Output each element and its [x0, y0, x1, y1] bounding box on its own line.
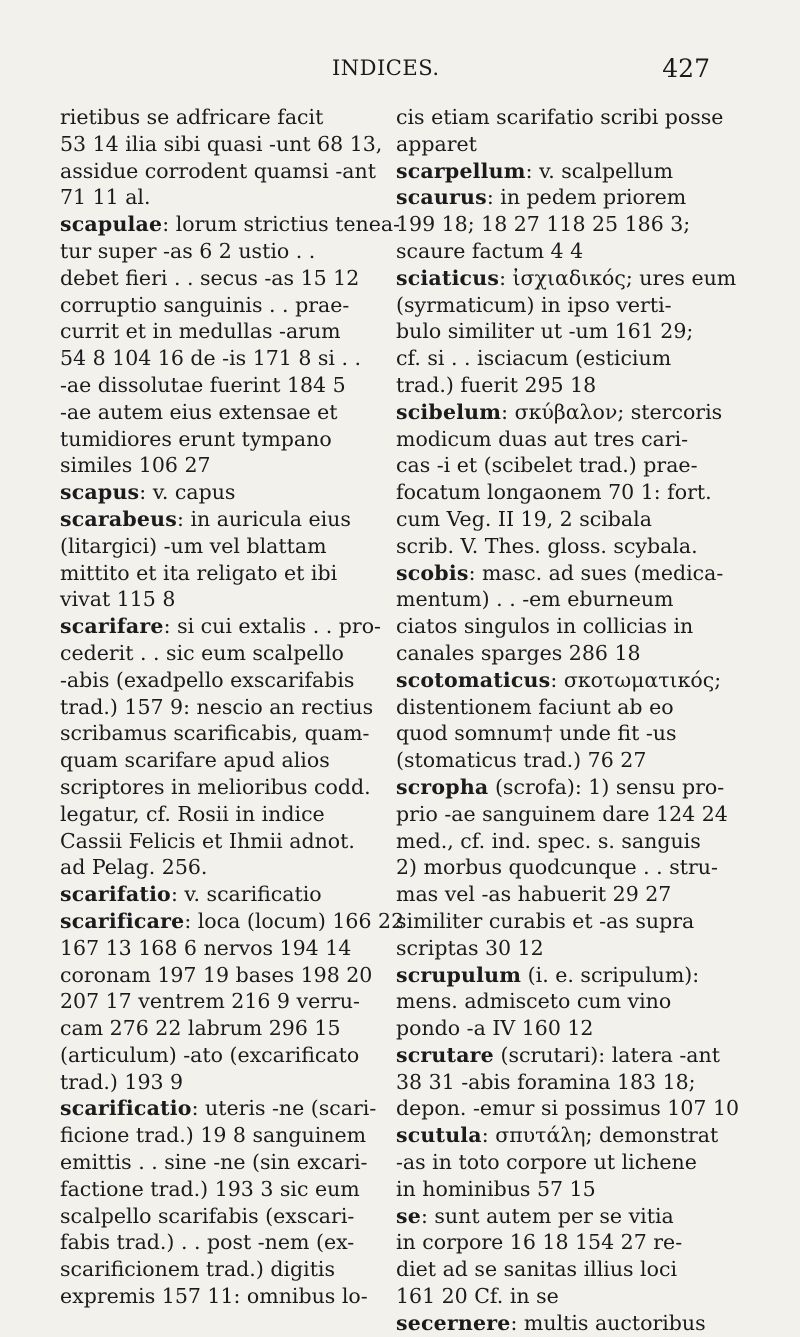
index-line: 53 14 ilia sibi quasi -unt 68 13, — [60, 131, 383, 156]
index-line: cas -i et (scibelet trad.) prae- — [396, 453, 698, 478]
index-entry — [396, 962, 710, 1042]
index-line: tur super -as 6 2 ustio . . — [60, 238, 316, 263]
index-line: cum Veg. II 19, 2 scibala — [396, 506, 652, 531]
index-line: cis etiam scarifatio scribi posse — [396, 105, 724, 129]
index-line: modicum duas aut tres cari- — [396, 426, 689, 451]
index-entry — [396, 158, 710, 185]
index-entry — [396, 1042, 740, 1122]
index-line: scarificionem trad.) digitis — [60, 1257, 336, 1282]
index-line: distentionem faciunt ab eo — [396, 694, 674, 719]
index-line: pondo -a IV 160 12 — [396, 1016, 594, 1041]
index-entry — [396, 667, 722, 774]
index-entry — [60, 104, 383, 211]
index-entry — [396, 1203, 710, 1310]
index-line: -abis (exadpello exscarifabis — [60, 667, 355, 692]
index-line: scrupulum (i. e. scripulum): — [396, 962, 700, 987]
index-line: scropha (scrofa): 1) sensu pro- — [396, 774, 725, 799]
index-line: rietibus se adfricare facit — [60, 105, 324, 129]
index-line: expremis 157 11: omnibus lo- — [60, 1284, 368, 1309]
page-number: 427 — [662, 54, 710, 83]
index-line: scaure factum 4 4 — [396, 238, 584, 263]
index-line: (stomaticus trad.) 76 27 — [396, 748, 647, 773]
index-entry — [396, 184, 710, 264]
index-line: se: sunt autem per se vitia — [396, 1203, 674, 1228]
index-entry — [396, 774, 728, 962]
index-line: cf. si . . isciacum (esticium — [396, 346, 672, 371]
index-line: corruptio sanguinis . . prae- — [60, 292, 350, 317]
index-line: in corpore 16 18 154 27 re- — [396, 1230, 683, 1255]
index-line: (articulum) -ato (excarificato — [60, 1042, 360, 1067]
index-line: 207 17 ventrem 216 9 verru- — [60, 989, 360, 1014]
index-line: in hominibus 57 15 — [396, 1176, 596, 1201]
index-line: med., cf. ind. spec. s. sanguis — [396, 828, 701, 853]
index-line: scapus: v. capus — [60, 480, 236, 505]
index-entry — [60, 613, 381, 881]
index-line: scribamus scarificabis, quam- — [60, 721, 370, 746]
index-line: scarificatio: uteris -ne (scari- — [60, 1096, 377, 1121]
index-line: scarpellum: v. scalpellum — [396, 158, 674, 183]
index-line: ad Pelag. 256. — [60, 855, 208, 880]
index-entry — [60, 506, 368, 613]
index-line: cederit . . sic eum scalpello — [60, 640, 344, 665]
index-line: scotomaticus: σκοτωματικός; — [396, 667, 722, 692]
index-line: 161 20 Cf. in se — [396, 1284, 559, 1309]
index-line: trad.) 157 9: nescio an rectius — [60, 694, 374, 719]
index-line: 71 11 al. — [60, 185, 151, 210]
index-line: sciaticus: ἰσχιαδικός; ures eum — [396, 265, 737, 290]
index-line: (syrmaticum) in ipso verti- — [396, 292, 672, 317]
index-line: scrib. V. Thes. gloss. scybala. — [396, 533, 698, 558]
index-line: (litargici) -um vel blattam — [60, 533, 327, 558]
index-line: -ae autem eius extensae et — [60, 399, 338, 424]
index-line: assidue corrodent quamsi -ant — [60, 158, 376, 183]
index-line: mittito et ita religato et ibi — [60, 560, 338, 585]
index-entry — [396, 399, 723, 560]
index-line: scaurus: in pedem priorem — [396, 185, 687, 210]
index-line: quam scarifare apud alios — [60, 748, 330, 773]
left-column — [60, 104, 405, 1310]
index-entry — [396, 1122, 719, 1202]
index-line: debet fieri . . secus -as 15 12 — [60, 265, 360, 290]
index-entry — [60, 1095, 377, 1309]
index-line: secernere: multis auctoribus — [396, 1310, 706, 1335]
index-line: scarificare: loca (locum) 166 22 — [60, 908, 405, 933]
index-line: 167 13 168 6 nervos 194 14 — [60, 935, 352, 960]
index-line: tumidiores erunt tympano — [60, 426, 332, 451]
index-line: emittis . . sine -ne (sin excari- — [60, 1150, 368, 1175]
index-entry — [396, 1310, 710, 1337]
index-line: legatur, cf. Rosii in indice — [60, 801, 325, 826]
index-line: scapulae: lorum strictius tenea- — [60, 212, 401, 237]
index-line: scrutare (scrutari): latera -ant — [396, 1042, 720, 1067]
index-entry — [60, 908, 405, 1096]
index-line: scalpello scarifabis (exscari- — [60, 1203, 355, 1228]
index-entry — [60, 479, 368, 506]
index-line: scriptas 30 12 — [396, 935, 544, 960]
right-column — [396, 104, 740, 1337]
index-line: mentum) . . -em eburneum — [396, 587, 674, 612]
index-line: scobis: masc. ad sues (medica- — [396, 560, 724, 585]
index-line: cam 276 22 labrum 296 15 — [60, 1016, 341, 1041]
index-line: -as in toto corpore ut lichene — [396, 1150, 697, 1175]
index-line: fabis trad.) . . post -nem (ex- — [60, 1230, 355, 1255]
index-line: 199 18; 18 27 118 25 186 3; — [396, 212, 691, 237]
index-line: similiter curabis et -as supra — [396, 908, 695, 933]
index-line: apparet — [396, 131, 477, 156]
index-line: currit et in medullas -arum — [60, 319, 341, 344]
index-line: ciatos singulos in collicias in — [396, 614, 694, 639]
index-line: trad.) 193 9 — [60, 1069, 184, 1094]
index-line: -ae dissolutae fuerint 184 5 — [60, 372, 346, 397]
index-entry — [396, 265, 737, 399]
index-line: prio -ae sanguinem dare 124 24 — [396, 801, 728, 826]
index-line: bulo similiter ut -um 161 29; — [396, 319, 694, 344]
index-line: coronam 197 19 bases 198 20 — [60, 962, 373, 987]
index-line: 38 31 -abis foramina 183 18; — [396, 1069, 696, 1094]
index-line: canales sparges 286 18 — [396, 640, 641, 665]
index-line: scibelum: σκύβαλον; stercoris — [396, 399, 723, 424]
index-line: mens. admisceto cum vino — [396, 989, 672, 1014]
index-line: depon. -emur si possimus 107 10 — [396, 1096, 740, 1121]
index-line: factione trad.) 193 3 sic eum — [60, 1176, 360, 1201]
index-line: similes 106 27 — [60, 453, 211, 478]
index-line: diet ad se sanitas illius loci — [396, 1257, 677, 1282]
index-line: scarabeus: in auricula eius — [60, 506, 351, 531]
index-line: 2) morbus quodcunque . . stru- — [396, 855, 718, 880]
index-entry — [60, 881, 368, 908]
index-line: vivat 115 8 — [60, 587, 176, 612]
running-head: INDICES. — [332, 56, 440, 80]
index-line: ficione trad.) 19 8 sanguinem — [60, 1123, 367, 1148]
index-line: scriptores in melioribus codd. — [60, 774, 371, 799]
index-line: quod somnum† unde fit -us — [396, 721, 677, 746]
index-line: scutula: σπυτάλη; demonstrat — [396, 1123, 719, 1148]
index-entry — [396, 560, 724, 667]
index-line: Cassii Felicis et Ihmii adnot. — [60, 828, 355, 853]
index-line: mas vel -as habuerit 29 27 — [396, 882, 672, 907]
index-line: focatum longaonem 70 1: fort. — [396, 480, 712, 505]
page-header — [60, 52, 710, 92]
index-line: trad.) fuerit 295 18 — [396, 372, 597, 397]
index-line: 54 8 104 16 de -is 171 8 si . . — [60, 346, 362, 371]
index-entry — [396, 104, 724, 158]
index-line: scarifatio: v. scarificatio — [60, 882, 322, 907]
index-entry — [60, 211, 401, 479]
index-line: scarifare: si cui extalis . . pro- — [60, 614, 381, 639]
